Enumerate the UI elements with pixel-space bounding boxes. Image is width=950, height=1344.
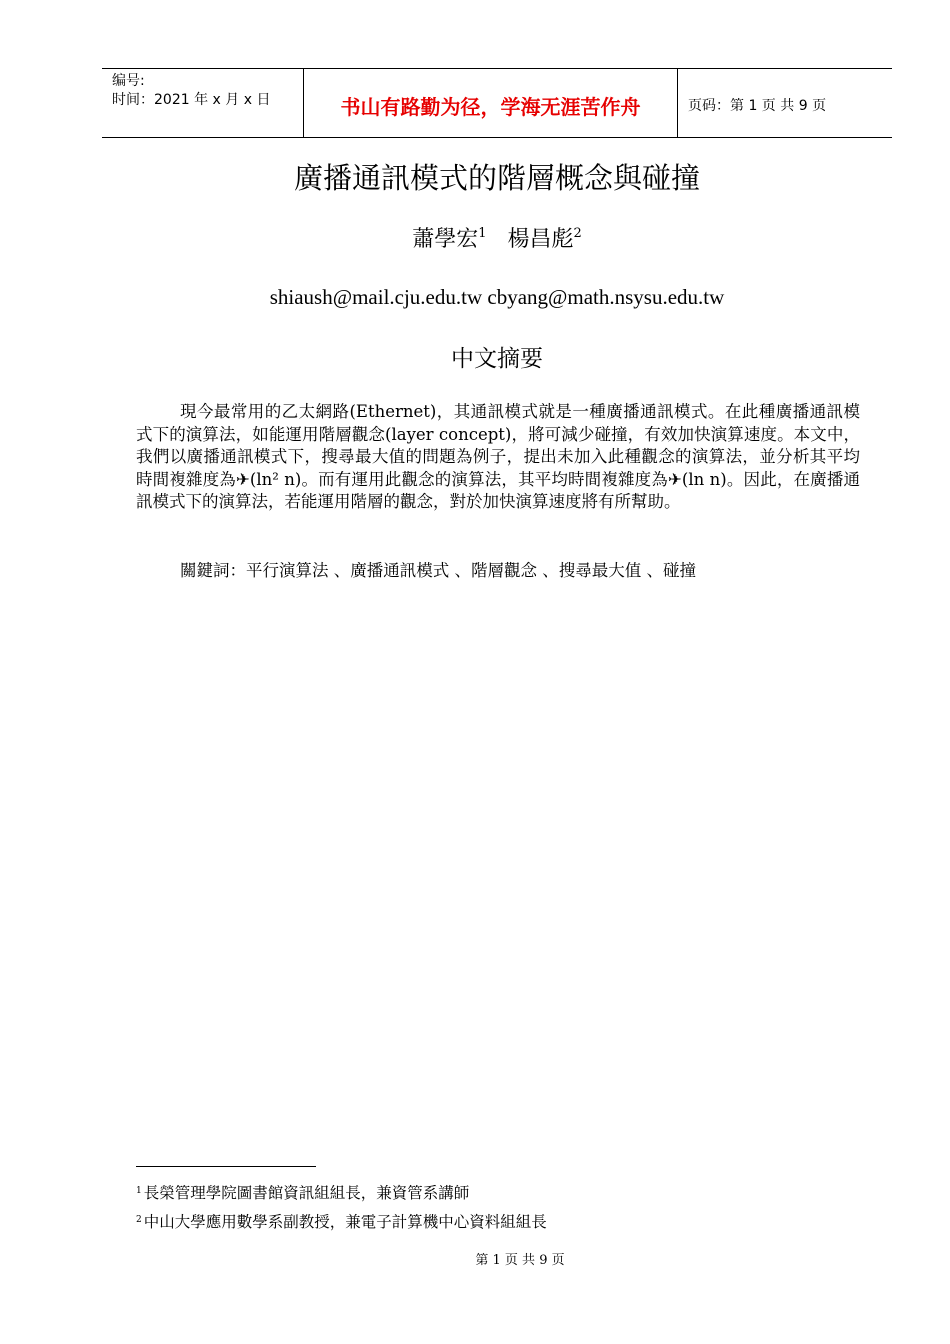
header-page-cell	[678, 69, 892, 137]
header-number-label: 编号:	[112, 73, 145, 89]
footnote-mark: 2	[573, 226, 582, 241]
author-name: 楊昌彪	[507, 227, 574, 252]
keywords: 關鍵詞：平行演算法 、廣播通訊模式 、階層觀念 、搜尋最大值 、碰撞	[180, 561, 696, 580]
footnote-text: 長榮管理學院圖書館資訊組組長，兼資管系講師	[143, 1184, 470, 1202]
header-page-info: 页码：第 1 页 共 9 页	[688, 98, 827, 114]
footnote-text: 中山大學應用數學系副教授，兼電子計算機中心資料組組長	[143, 1213, 547, 1231]
paper-title: 廣播通訊模式的階層概念與碰撞	[293, 161, 700, 195]
abstract-body: 現今最常用的乙太網路(Ethernet)，其通訊模式就是一種廣播通訊模式。在此種廣播通訊模式下的演算法，如能運用階層觀念(layer concept)，將可減少碰撞，有效加快演算速度。本文中，我們以廣播通訊模式下，搜尋最大值的問題為例子，提出未加入此種觀念的演算法，並分析其平均時間複雜度為✈(ln² n)。而有運用此觀念的演算法，其平均時間複雜度為✈(ln n)。因此，在廣播通訊模式下的演算法，若能運用階層的觀念，對於加快演算速度將有所幫助。	[136, 402, 860, 512]
footnote-mark: 1	[478, 226, 487, 241]
abstract-heading: 中文摘要	[451, 346, 543, 372]
footnote-mark: 1	[136, 1186, 142, 1196]
footnote-divider	[136, 1166, 316, 1167]
page-footer: 第 1 页 共 9 页	[475, 1253, 565, 1268]
header-motto-cell	[303, 69, 678, 137]
footnote	[136, 1181, 469, 1203]
author-name: 蕭學宏	[412, 227, 479, 252]
footnote	[136, 1210, 547, 1232]
page-header	[102, 68, 892, 138]
author-line	[102, 222, 892, 253]
header-left-cell	[102, 69, 302, 137]
footnote-mark: 2	[136, 1215, 142, 1225]
author-emails: shiaush@mail.cju.edu.tw cbyang@math.nsysu.edu.tw	[269, 285, 725, 309]
header-time-label: 时间：2021 年 x 月 x 日	[112, 92, 271, 108]
header-motto: 书山有路勤为径，学海无涯苦作舟	[340, 95, 641, 119]
